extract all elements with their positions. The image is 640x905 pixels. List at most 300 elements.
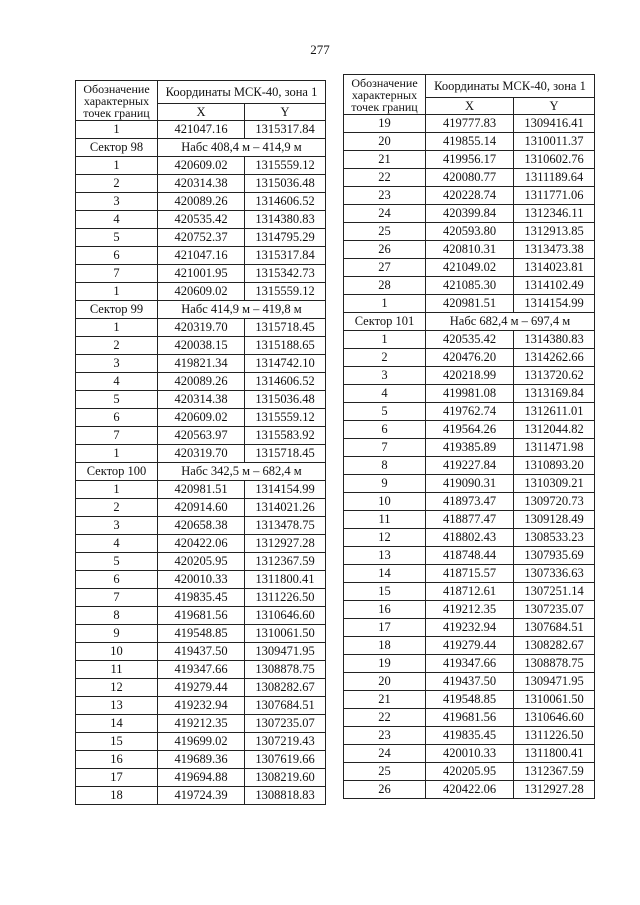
coord-x: 419279.44 bbox=[426, 637, 514, 655]
point-number: 1 bbox=[76, 481, 158, 499]
coord-x: 420563.97 bbox=[158, 427, 245, 445]
coord-x: 419821.34 bbox=[158, 355, 245, 373]
coord-x: 420038.15 bbox=[158, 337, 245, 355]
sector-name: Сектор 98 bbox=[76, 139, 158, 157]
table-row bbox=[344, 421, 595, 439]
coord-x: 419548.85 bbox=[158, 625, 245, 643]
table-row bbox=[344, 655, 595, 673]
table-row bbox=[76, 499, 326, 517]
coord-x: 419981.08 bbox=[426, 385, 514, 403]
coord-y: 1314154.99 bbox=[245, 481, 326, 499]
point-number: 10 bbox=[76, 643, 158, 661]
table-row bbox=[344, 151, 595, 169]
point-number: 16 bbox=[344, 601, 426, 619]
coord-y: 1308282.67 bbox=[245, 679, 326, 697]
coord-y: 1307251.14 bbox=[514, 583, 595, 601]
header-x: X bbox=[426, 98, 514, 115]
point-number: 5 bbox=[76, 553, 158, 571]
table-row bbox=[76, 265, 326, 283]
table-row bbox=[344, 205, 595, 223]
point-number: 26 bbox=[344, 241, 426, 259]
point-number: 3 bbox=[344, 367, 426, 385]
coord-x: 419437.50 bbox=[158, 643, 245, 661]
coord-x: 420314.38 bbox=[158, 175, 245, 193]
coord-x: 420010.33 bbox=[426, 745, 514, 763]
table-row bbox=[76, 193, 326, 211]
coord-y: 1314795.29 bbox=[245, 229, 326, 247]
point-number: 22 bbox=[344, 169, 426, 187]
coord-y: 1314154.99 bbox=[514, 295, 595, 313]
sector-row bbox=[76, 139, 326, 157]
table-row bbox=[76, 283, 326, 301]
coord-y: 1314742.10 bbox=[245, 355, 326, 373]
coord-y: 1311800.41 bbox=[245, 571, 326, 589]
table-row bbox=[344, 223, 595, 241]
coord-x: 420593.80 bbox=[426, 223, 514, 241]
table-row bbox=[344, 385, 595, 403]
coord-x: 419212.35 bbox=[158, 715, 245, 733]
coord-y: 1315317.84 bbox=[245, 247, 326, 265]
coord-y: 1307219.43 bbox=[245, 733, 326, 751]
table-row bbox=[76, 769, 326, 787]
coord-y: 1311226.50 bbox=[245, 589, 326, 607]
coord-y: 1311189.64 bbox=[514, 169, 595, 187]
point-number: 8 bbox=[76, 607, 158, 625]
coord-x: 420422.06 bbox=[158, 535, 245, 553]
coord-y: 1310309.21 bbox=[514, 475, 595, 493]
coord-x: 420609.02 bbox=[158, 409, 245, 427]
table-row bbox=[76, 175, 326, 193]
coord-y: 1315559.12 bbox=[245, 283, 326, 301]
point-number: 14 bbox=[76, 715, 158, 733]
coord-x: 420535.42 bbox=[426, 331, 514, 349]
coord-y: 1312346.11 bbox=[514, 205, 595, 223]
coord-y: 1315036.48 bbox=[245, 175, 326, 193]
header-y: Y bbox=[514, 98, 595, 115]
table-row bbox=[76, 445, 326, 463]
coord-x: 420228.74 bbox=[426, 187, 514, 205]
point-number: 7 bbox=[76, 265, 158, 283]
coord-x: 418877.47 bbox=[426, 511, 514, 529]
point-number: 18 bbox=[344, 637, 426, 655]
sector-row bbox=[76, 463, 326, 481]
coord-y: 1308282.67 bbox=[514, 637, 595, 655]
table-row bbox=[344, 493, 595, 511]
coord-y: 1311471.98 bbox=[514, 439, 595, 457]
coord-x: 419762.74 bbox=[426, 403, 514, 421]
point-number: 6 bbox=[76, 247, 158, 265]
table-row bbox=[344, 745, 595, 763]
coord-y: 1311771.06 bbox=[514, 187, 595, 205]
coord-y: 1314606.52 bbox=[245, 193, 326, 211]
table-row bbox=[76, 535, 326, 553]
point-number: 2 bbox=[76, 337, 158, 355]
coord-y: 1309128.49 bbox=[514, 511, 595, 529]
coord-y: 1313478.75 bbox=[245, 517, 326, 535]
table-row bbox=[344, 403, 595, 421]
point-number: 5 bbox=[76, 391, 158, 409]
coord-y: 1314262.66 bbox=[514, 349, 595, 367]
sector-height-range: Набс 342,5 м – 682,4 м bbox=[158, 463, 326, 481]
coord-x: 420476.20 bbox=[426, 349, 514, 367]
table-row bbox=[344, 133, 595, 151]
coord-y: 1311800.41 bbox=[514, 745, 595, 763]
coord-x: 420609.02 bbox=[158, 157, 245, 175]
coord-x: 421049.02 bbox=[426, 259, 514, 277]
coord-y: 1308219.60 bbox=[245, 769, 326, 787]
coord-y: 1313473.38 bbox=[514, 241, 595, 259]
coord-y: 1308533.23 bbox=[514, 529, 595, 547]
point-number: 11 bbox=[76, 661, 158, 679]
coord-x: 420205.95 bbox=[158, 553, 245, 571]
table-row bbox=[344, 115, 595, 133]
coord-y: 1312367.59 bbox=[514, 763, 595, 781]
point-number: 16 bbox=[76, 751, 158, 769]
coord-y: 1307336.63 bbox=[514, 565, 595, 583]
sector-height-range: Набс 414,9 м – 419,8 м bbox=[158, 301, 326, 319]
coord-y: 1315718.45 bbox=[245, 319, 326, 337]
table-row bbox=[76, 211, 326, 229]
table-row bbox=[344, 763, 595, 781]
coord-y: 1310893.20 bbox=[514, 457, 595, 475]
table-row bbox=[344, 727, 595, 745]
coord-x: 419835.45 bbox=[426, 727, 514, 745]
table-row bbox=[76, 553, 326, 571]
coord-y: 1309720.73 bbox=[514, 493, 595, 511]
coord-y: 1315583.92 bbox=[245, 427, 326, 445]
coord-x: 419232.94 bbox=[158, 697, 245, 715]
point-number: 23 bbox=[344, 727, 426, 745]
coord-x: 419564.26 bbox=[426, 421, 514, 439]
point-number: 24 bbox=[344, 745, 426, 763]
table-row bbox=[344, 439, 595, 457]
table-row bbox=[76, 787, 326, 805]
coord-x: 419385.89 bbox=[426, 439, 514, 457]
coord-x: 420422.06 bbox=[426, 781, 514, 799]
table-row bbox=[344, 637, 595, 655]
table-row bbox=[344, 619, 595, 637]
coord-y: 1315718.45 bbox=[245, 445, 326, 463]
coord-x: 419227.84 bbox=[426, 457, 514, 475]
table-row bbox=[344, 457, 595, 475]
coord-y: 1310061.50 bbox=[245, 625, 326, 643]
table-body bbox=[76, 81, 326, 805]
header-coord-title: Координаты МСК-40, зона 1 bbox=[158, 81, 326, 104]
point-number: 5 bbox=[76, 229, 158, 247]
coord-y: 1310602.76 bbox=[514, 151, 595, 169]
coord-y: 1312913.85 bbox=[514, 223, 595, 241]
coord-x: 419681.56 bbox=[426, 709, 514, 727]
coord-x: 420319.70 bbox=[158, 445, 245, 463]
table-row bbox=[76, 679, 326, 697]
coord-y: 1307235.07 bbox=[245, 715, 326, 733]
coordinates-table-right bbox=[343, 74, 595, 799]
coord-y: 1315559.12 bbox=[245, 157, 326, 175]
coord-x: 419956.17 bbox=[426, 151, 514, 169]
point-number: 24 bbox=[344, 205, 426, 223]
coord-x: 420658.38 bbox=[158, 517, 245, 535]
coord-x: 420080.77 bbox=[426, 169, 514, 187]
table-row bbox=[76, 157, 326, 175]
point-number: 23 bbox=[344, 187, 426, 205]
header-label: Обозначение характерных точек границ bbox=[76, 81, 158, 121]
point-number: 13 bbox=[76, 697, 158, 715]
coord-x: 419212.35 bbox=[426, 601, 514, 619]
point-number: 1 bbox=[76, 319, 158, 337]
coord-x: 418802.43 bbox=[426, 529, 514, 547]
coord-x: 419777.83 bbox=[426, 115, 514, 133]
coord-y: 1309471.95 bbox=[245, 643, 326, 661]
table-row bbox=[76, 355, 326, 373]
coord-y: 1312927.28 bbox=[514, 781, 595, 799]
coord-x: 418748.44 bbox=[426, 547, 514, 565]
point-number: 6 bbox=[344, 421, 426, 439]
coord-x: 421085.30 bbox=[426, 277, 514, 295]
point-number: 2 bbox=[344, 349, 426, 367]
point-number: 20 bbox=[344, 673, 426, 691]
table-row bbox=[76, 733, 326, 751]
table-row bbox=[76, 607, 326, 625]
table-row bbox=[76, 517, 326, 535]
point-number: 27 bbox=[344, 259, 426, 277]
header-y: Y bbox=[245, 104, 326, 121]
coord-x: 419347.66 bbox=[158, 661, 245, 679]
sector-height-range: Набс 408,4 м – 414,9 м bbox=[158, 139, 326, 157]
table-row bbox=[344, 547, 595, 565]
table-row bbox=[76, 319, 326, 337]
coord-x: 420914.60 bbox=[158, 499, 245, 517]
coord-y: 1309416.41 bbox=[514, 115, 595, 133]
sector-height-range: Набс 682,4 м – 697,4 м bbox=[426, 313, 595, 331]
point-number: 15 bbox=[76, 733, 158, 751]
coord-x: 418973.47 bbox=[426, 493, 514, 511]
point-number: 5 bbox=[344, 403, 426, 421]
coord-x: 419724.39 bbox=[158, 787, 245, 805]
table-row bbox=[76, 751, 326, 769]
table-row bbox=[76, 247, 326, 265]
coord-y: 1314380.83 bbox=[514, 331, 595, 349]
coord-x: 418715.57 bbox=[426, 565, 514, 583]
coord-y: 1315342.73 bbox=[245, 265, 326, 283]
table-row bbox=[344, 187, 595, 205]
coord-y: 1312611.01 bbox=[514, 403, 595, 421]
coord-x: 419347.66 bbox=[426, 655, 514, 673]
table-row bbox=[76, 337, 326, 355]
coord-y: 1312927.28 bbox=[245, 535, 326, 553]
coord-y: 1315188.65 bbox=[245, 337, 326, 355]
coord-y: 1314102.49 bbox=[514, 277, 595, 295]
coord-x: 421047.16 bbox=[158, 247, 245, 265]
table-row bbox=[344, 601, 595, 619]
table-row bbox=[344, 583, 595, 601]
table-row bbox=[76, 643, 326, 661]
coord-y: 1307684.51 bbox=[245, 697, 326, 715]
coord-y: 1308818.83 bbox=[245, 787, 326, 805]
coord-y: 1312367.59 bbox=[245, 553, 326, 571]
coord-y: 1307935.69 bbox=[514, 547, 595, 565]
table-row bbox=[76, 571, 326, 589]
table-row bbox=[344, 295, 595, 313]
coord-x: 421047.16 bbox=[158, 121, 245, 139]
coord-x: 419694.88 bbox=[158, 769, 245, 787]
header-row bbox=[344, 75, 595, 98]
point-number: 20 bbox=[344, 133, 426, 151]
point-number: 15 bbox=[344, 583, 426, 601]
header-coord-title: Координаты МСК-40, зона 1 bbox=[426, 75, 595, 98]
table-row bbox=[344, 349, 595, 367]
coord-x: 420535.42 bbox=[158, 211, 245, 229]
point-number: 26 bbox=[344, 781, 426, 799]
point-number: 9 bbox=[76, 625, 158, 643]
coord-x: 420089.26 bbox=[158, 373, 245, 391]
coord-y: 1314380.83 bbox=[245, 211, 326, 229]
table-row bbox=[76, 121, 326, 139]
coord-x: 420810.31 bbox=[426, 241, 514, 259]
table-row bbox=[76, 589, 326, 607]
point-number: 1 bbox=[344, 331, 426, 349]
point-number: 3 bbox=[76, 517, 158, 535]
coord-y: 1313720.62 bbox=[514, 367, 595, 385]
coord-y: 1313169.84 bbox=[514, 385, 595, 403]
table-row bbox=[76, 427, 326, 445]
point-number: 2 bbox=[76, 175, 158, 193]
coord-y: 1314023.81 bbox=[514, 259, 595, 277]
point-number: 25 bbox=[344, 763, 426, 781]
coord-x: 419689.36 bbox=[158, 751, 245, 769]
header-label: Обозначение характерных точек границ bbox=[344, 75, 426, 115]
coord-y: 1315559.12 bbox=[245, 409, 326, 427]
point-number: 6 bbox=[76, 571, 158, 589]
point-number: 1 bbox=[76, 157, 158, 175]
coord-y: 1308878.75 bbox=[514, 655, 595, 673]
table-row bbox=[344, 331, 595, 349]
point-number: 6 bbox=[76, 409, 158, 427]
coord-x: 420981.51 bbox=[158, 481, 245, 499]
table-row bbox=[76, 661, 326, 679]
coord-y: 1308878.75 bbox=[245, 661, 326, 679]
sector-name: Сектор 99 bbox=[76, 301, 158, 319]
coord-x: 419699.02 bbox=[158, 733, 245, 751]
coord-y: 1310646.60 bbox=[514, 709, 595, 727]
coord-x: 419855.14 bbox=[426, 133, 514, 151]
coord-y: 1307235.07 bbox=[514, 601, 595, 619]
point-number: 3 bbox=[76, 355, 158, 373]
table-row bbox=[344, 529, 595, 547]
point-number: 17 bbox=[344, 619, 426, 637]
table-row bbox=[344, 241, 595, 259]
point-number: 4 bbox=[76, 373, 158, 391]
coord-y: 1307619.66 bbox=[245, 751, 326, 769]
point-number: 2 bbox=[76, 499, 158, 517]
table-row bbox=[344, 565, 595, 583]
point-number: 9 bbox=[344, 475, 426, 493]
coord-x: 420314.38 bbox=[158, 391, 245, 409]
coord-x: 419090.31 bbox=[426, 475, 514, 493]
point-number: 21 bbox=[344, 691, 426, 709]
coord-x: 420089.26 bbox=[158, 193, 245, 211]
point-number: 4 bbox=[76, 211, 158, 229]
point-number: 1 bbox=[344, 295, 426, 313]
point-number: 1 bbox=[76, 283, 158, 301]
sector-row bbox=[344, 313, 595, 331]
table-row bbox=[76, 409, 326, 427]
coord-y: 1315036.48 bbox=[245, 391, 326, 409]
coord-x: 419835.45 bbox=[158, 589, 245, 607]
point-number: 21 bbox=[344, 151, 426, 169]
table-row bbox=[76, 697, 326, 715]
coord-x: 418712.61 bbox=[426, 583, 514, 601]
coord-x: 419681.56 bbox=[158, 607, 245, 625]
coord-x: 420752.37 bbox=[158, 229, 245, 247]
table-row bbox=[76, 229, 326, 247]
table-row bbox=[344, 475, 595, 493]
point-number: 25 bbox=[344, 223, 426, 241]
sector-name: Сектор 101 bbox=[344, 313, 426, 331]
coord-y: 1314606.52 bbox=[245, 373, 326, 391]
table-row bbox=[344, 781, 595, 799]
table-row bbox=[76, 391, 326, 409]
coord-y: 1307684.51 bbox=[514, 619, 595, 637]
point-number: 10 bbox=[344, 493, 426, 511]
point-number: 19 bbox=[344, 655, 426, 673]
coord-y: 1314021.26 bbox=[245, 499, 326, 517]
point-number: 4 bbox=[344, 385, 426, 403]
table-body bbox=[344, 75, 595, 799]
coord-y: 1310011.37 bbox=[514, 133, 595, 151]
point-number: 11 bbox=[344, 511, 426, 529]
table-row bbox=[76, 373, 326, 391]
point-number: 7 bbox=[76, 589, 158, 607]
table-row bbox=[344, 691, 595, 709]
coord-y: 1310646.60 bbox=[245, 607, 326, 625]
coord-x: 420218.99 bbox=[426, 367, 514, 385]
coord-x: 420981.51 bbox=[426, 295, 514, 313]
point-number: 18 bbox=[76, 787, 158, 805]
coord-y: 1315317.84 bbox=[245, 121, 326, 139]
table-row bbox=[344, 511, 595, 529]
table-row bbox=[76, 481, 326, 499]
header-row bbox=[76, 81, 326, 104]
coord-x: 420609.02 bbox=[158, 283, 245, 301]
coord-x: 420205.95 bbox=[426, 763, 514, 781]
table-row bbox=[344, 277, 595, 295]
sector-row bbox=[76, 301, 326, 319]
point-number: 7 bbox=[76, 427, 158, 445]
point-number: 13 bbox=[344, 547, 426, 565]
table-row bbox=[344, 367, 595, 385]
coordinates-table-left bbox=[75, 80, 326, 805]
point-number: 7 bbox=[344, 439, 426, 457]
point-number: 17 bbox=[76, 769, 158, 787]
point-number: 28 bbox=[344, 277, 426, 295]
coord-x: 419548.85 bbox=[426, 691, 514, 709]
coord-x: 419437.50 bbox=[426, 673, 514, 691]
coord-x: 419279.44 bbox=[158, 679, 245, 697]
header-x: X bbox=[158, 104, 245, 121]
coord-y: 1309471.95 bbox=[514, 673, 595, 691]
coord-x: 419232.94 bbox=[426, 619, 514, 637]
coord-x: 420399.84 bbox=[426, 205, 514, 223]
table-row bbox=[344, 709, 595, 727]
coord-y: 1310061.50 bbox=[514, 691, 595, 709]
table-row bbox=[76, 715, 326, 733]
sector-name: Сектор 100 bbox=[76, 463, 158, 481]
point-number: 14 bbox=[344, 565, 426, 583]
page-number: 277 bbox=[310, 42, 330, 57]
point-number: 19 bbox=[344, 115, 426, 133]
point-number: 4 bbox=[76, 535, 158, 553]
table-row bbox=[344, 673, 595, 691]
